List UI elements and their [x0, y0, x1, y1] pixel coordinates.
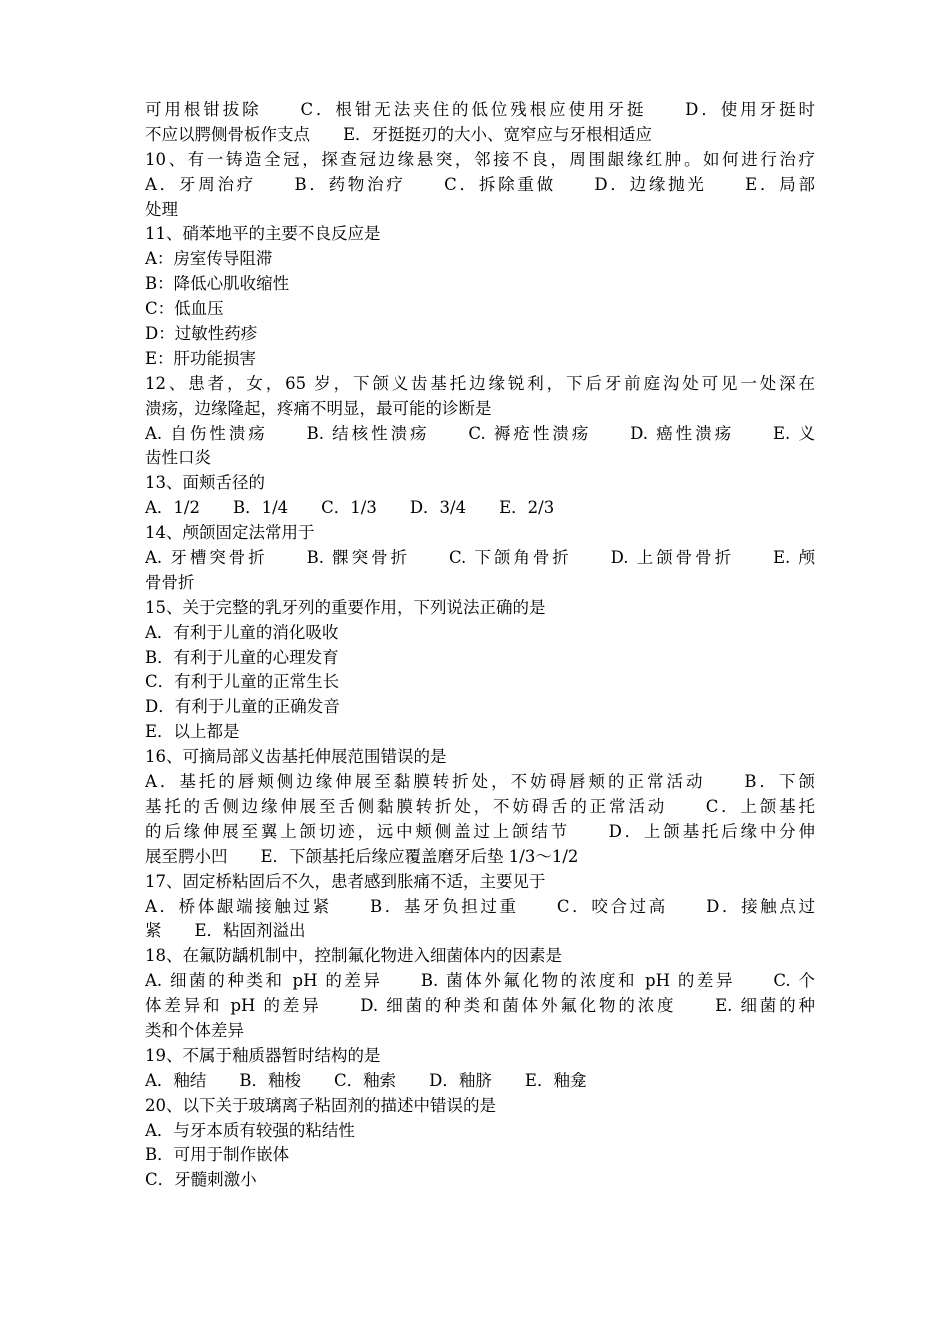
- text-line: 展至腭小凹 E．下颌基托后缘应覆盖磨牙后垫 1/3～1/2: [145, 846, 579, 866]
- option-line: B．可用于制作嵌体: [145, 1145, 290, 1165]
- text-line: A．桥体龈端接触过紧 B．基牙负担过重 C．咬合过高 D．接触点过: [145, 896, 815, 916]
- text-line: A. 细菌的种类和 pH 的差异 B. 菌体外氟化物的浓度和 pH 的差异 C. 个: [145, 971, 815, 991]
- question-19: 19、不属于釉质器暂时结构的是: [145, 1045, 381, 1065]
- option-line: A．有利于儿童的消化吸收: [145, 622, 339, 642]
- question-20: 20、以下关于玻璃离子粘固剂的描述中错误的是: [145, 1095, 496, 1115]
- option-line: A：房室传导阻滞: [145, 249, 273, 269]
- text-line: 齿性口炎: [145, 448, 211, 468]
- document-body: [145, 98, 815, 1193]
- text-line: A. 牙槽突骨折 B. 髁突骨折 C. 下颌角骨折 D. 上颌骨骨折 E. 颅: [145, 548, 815, 568]
- question-17: 17、固定桥粘固后不久，患者感到胀痛不适，主要见于: [145, 871, 546, 891]
- text-line: 基托的舌侧边缘伸展至舌侧黏膜转折处，不妨碍舌的正常活动 C．上颌基托: [145, 796, 815, 816]
- text-line: 的后缘伸展至翼上颌切迹，远中颊侧盖过上颌结节 D．上颌基托后缘中分伸: [145, 821, 815, 841]
- option-line: A．与牙本质有较强的粘结性: [145, 1120, 355, 1140]
- option-line: C：低血压: [145, 299, 224, 319]
- option-line: E．以上都是: [145, 722, 240, 742]
- text-line: 不应以腭侧骨板作支点 E．牙挺挺刃的大小、宽窄应与牙根相适应: [145, 124, 653, 144]
- text-line: 溃疡，边缘隆起，疼痛不明显，最可能的诊断是: [145, 398, 492, 418]
- text-line: 紧 E．粘固剂溢出: [145, 921, 306, 941]
- question-16: 16、可摘局部义齿基托伸展范围错误的是: [145, 747, 447, 767]
- text-line: A．牙周治疗 B．药物治疗 C．拆除重做 D．边缘抛光 E．局部: [145, 174, 815, 194]
- option-line: D．有利于儿童的正确发音: [145, 697, 340, 717]
- text-line: 处理: [145, 199, 178, 219]
- option-line: A．1/2 B．1/4 C．1/3 D．3/4 E．2/3: [145, 498, 555, 518]
- text-line: 骨骨折: [145, 572, 195, 592]
- text-line: 可用根钳拔除 C．根钳无法夹住的低位残根应使用牙挺 D．使用牙挺时: [145, 100, 815, 119]
- question-15: 15、关于完整的乳牙列的重要作用，下列说法正确的是: [145, 597, 546, 617]
- option-line: B：降低心肌收缩性: [145, 274, 290, 294]
- option-line: E：肝功能损害: [145, 348, 257, 368]
- option-line: C．有利于儿童的正常生长: [145, 672, 340, 692]
- question-11: 11、硝苯地平的主要不良反应是: [145, 224, 381, 244]
- text-line: A. 自伤性溃疡 B. 结核性溃疡 C. 褥疮性溃疡 D. 癌性溃疡 E. 义: [145, 423, 815, 443]
- option-line: C．牙髓刺激小: [145, 1170, 257, 1190]
- question-14: 14、颅颌固定法常用于: [145, 523, 315, 543]
- question-18: 18、在氟防龋机制中，控制氟化物进入细菌体内的因素是: [145, 946, 562, 966]
- text-line: A．基托的唇颊侧边缘伸展至黏膜转折处，不妨碍唇颊的正常活动 B．下颌: [145, 772, 815, 792]
- option-line: B．有利于儿童的心理发育: [145, 647, 339, 667]
- text-line: 体差异和 pH 的差异 D. 细菌的种类和菌体外氟化物的浓度 E. 细菌的种: [145, 996, 815, 1016]
- option-line: A．釉结 B．釉梭 C．釉索 D．釉脐 E．釉龛: [145, 1070, 587, 1090]
- text-line: 类和个体差异: [145, 1020, 244, 1040]
- question-12: 12、患者，女，65 岁，下颌义齿基托边缘锐利，下后牙前庭沟处可见一处深在: [145, 373, 815, 393]
- option-line: D：过敏性药疹: [145, 324, 258, 344]
- question-13: 13、面颊舌径的: [145, 473, 265, 493]
- question-10: 10、有一铸造全冠，探查冠边缘悬突，邻接不良，周围龈缘红肿。如何进行治疗: [145, 149, 815, 169]
